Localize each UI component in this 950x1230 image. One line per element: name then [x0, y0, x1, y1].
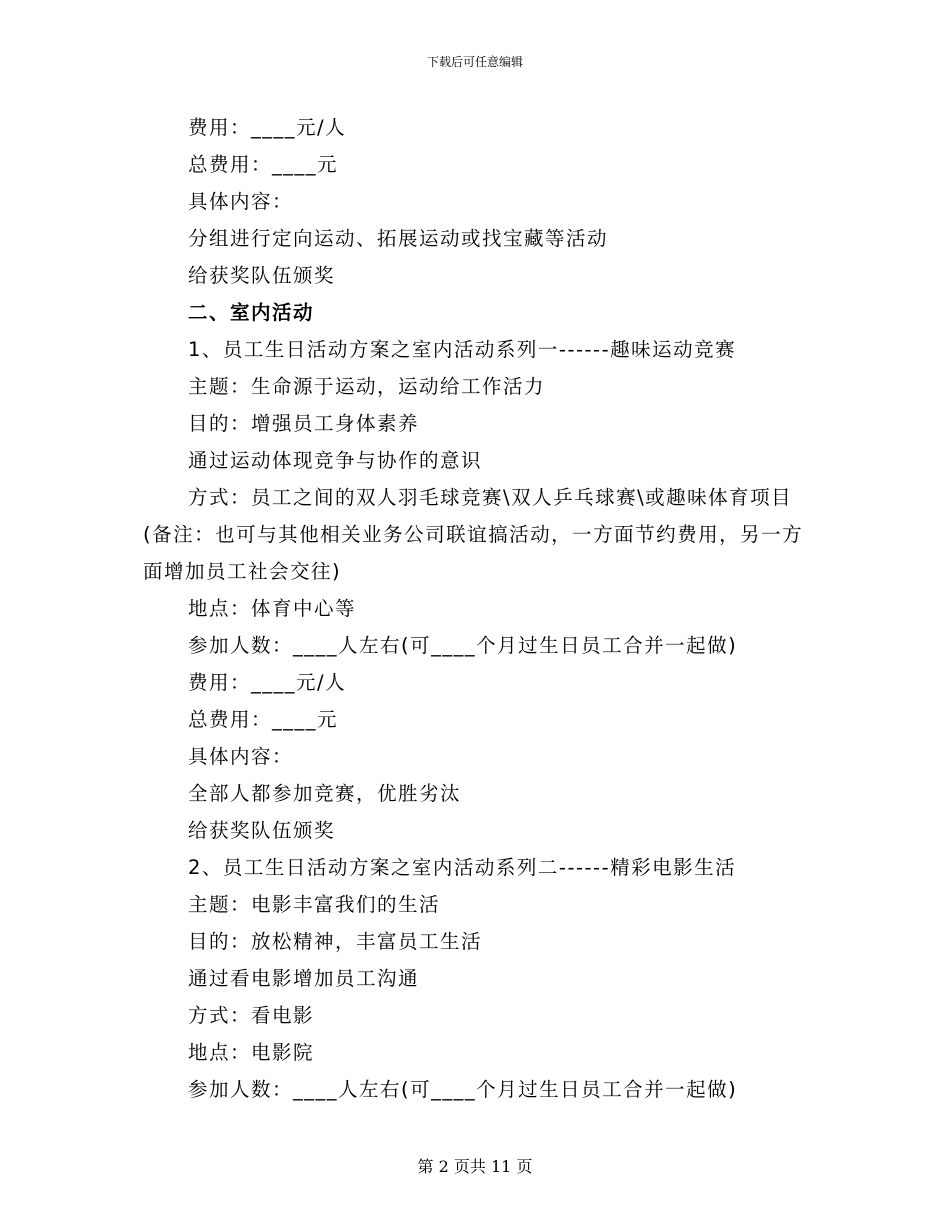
document-body	[143, 109, 808, 1108]
purpose-sports: 目的：增强员工身体素养	[188, 412, 420, 435]
details-award-2: 给获奖队伍颁奖	[188, 819, 336, 842]
details-label-1: 具体内容：	[188, 190, 294, 213]
total-fee-1: 总费用：____元	[188, 153, 339, 176]
item-title-sports: 1、员工生日活动方案之室内活动系列一------趣味运动竞赛	[188, 338, 737, 361]
details-item-competition: 全部人都参加竞赛，优胜劣汰	[188, 782, 462, 805]
purpose-movie: 目的：放松精神，丰富员工生活	[188, 930, 483, 953]
location-movie: 地点：电影院	[188, 1041, 315, 1064]
fee-per-person-1: 费用：____元/人	[188, 116, 347, 139]
participants-movie: 参加人数：____人左右(可____个月过生日员工合并一起做)	[188, 1078, 738, 1101]
theme-sports: 主题：生命源于运动，运动给工作活力	[188, 375, 546, 398]
page-footer: 第 2 页共 11 页	[417, 1157, 533, 1176]
purpose-sports-2: 通过运动体现竞争与协作的意识	[188, 449, 483, 472]
fee-per-person-2: 费用：____元/人	[188, 671, 347, 694]
total-fee-2: 总费用：____元	[188, 708, 339, 731]
method-movie: 方式：看电影	[188, 1004, 315, 1027]
details-label-2: 具体内容：	[188, 745, 294, 768]
method-sports-paragraph: 方式：员工之间的双人羽毛球竞赛\双人乒乓球赛\或趣味体育项目(备注：也可与其他相关业务公司联谊搞活动，一方面节约费用，另一方面增加员工社会交往)	[143, 486, 804, 583]
participants-sports: 参加人数：____人左右(可____个月过生日员工合并一起做)	[188, 634, 738, 657]
purpose-movie-2: 通过看电影增加员工沟通	[188, 967, 420, 990]
page-header: 下载后可任意编辑	[426, 55, 523, 69]
section-heading-indoor: 二、室内活动	[188, 301, 315, 324]
details-item-outdoor: 分组进行定向运动、拓展运动或找宝藏等活动	[188, 227, 609, 250]
details-award-1: 给获奖队伍颁奖	[188, 264, 336, 287]
item-title-movie: 2、员工生日活动方案之室内活动系列二------精彩电影生活	[188, 856, 737, 879]
location-sports: 地点：体育中心等	[188, 597, 357, 620]
theme-movie: 主题：电影丰富我们的生活	[188, 893, 441, 916]
